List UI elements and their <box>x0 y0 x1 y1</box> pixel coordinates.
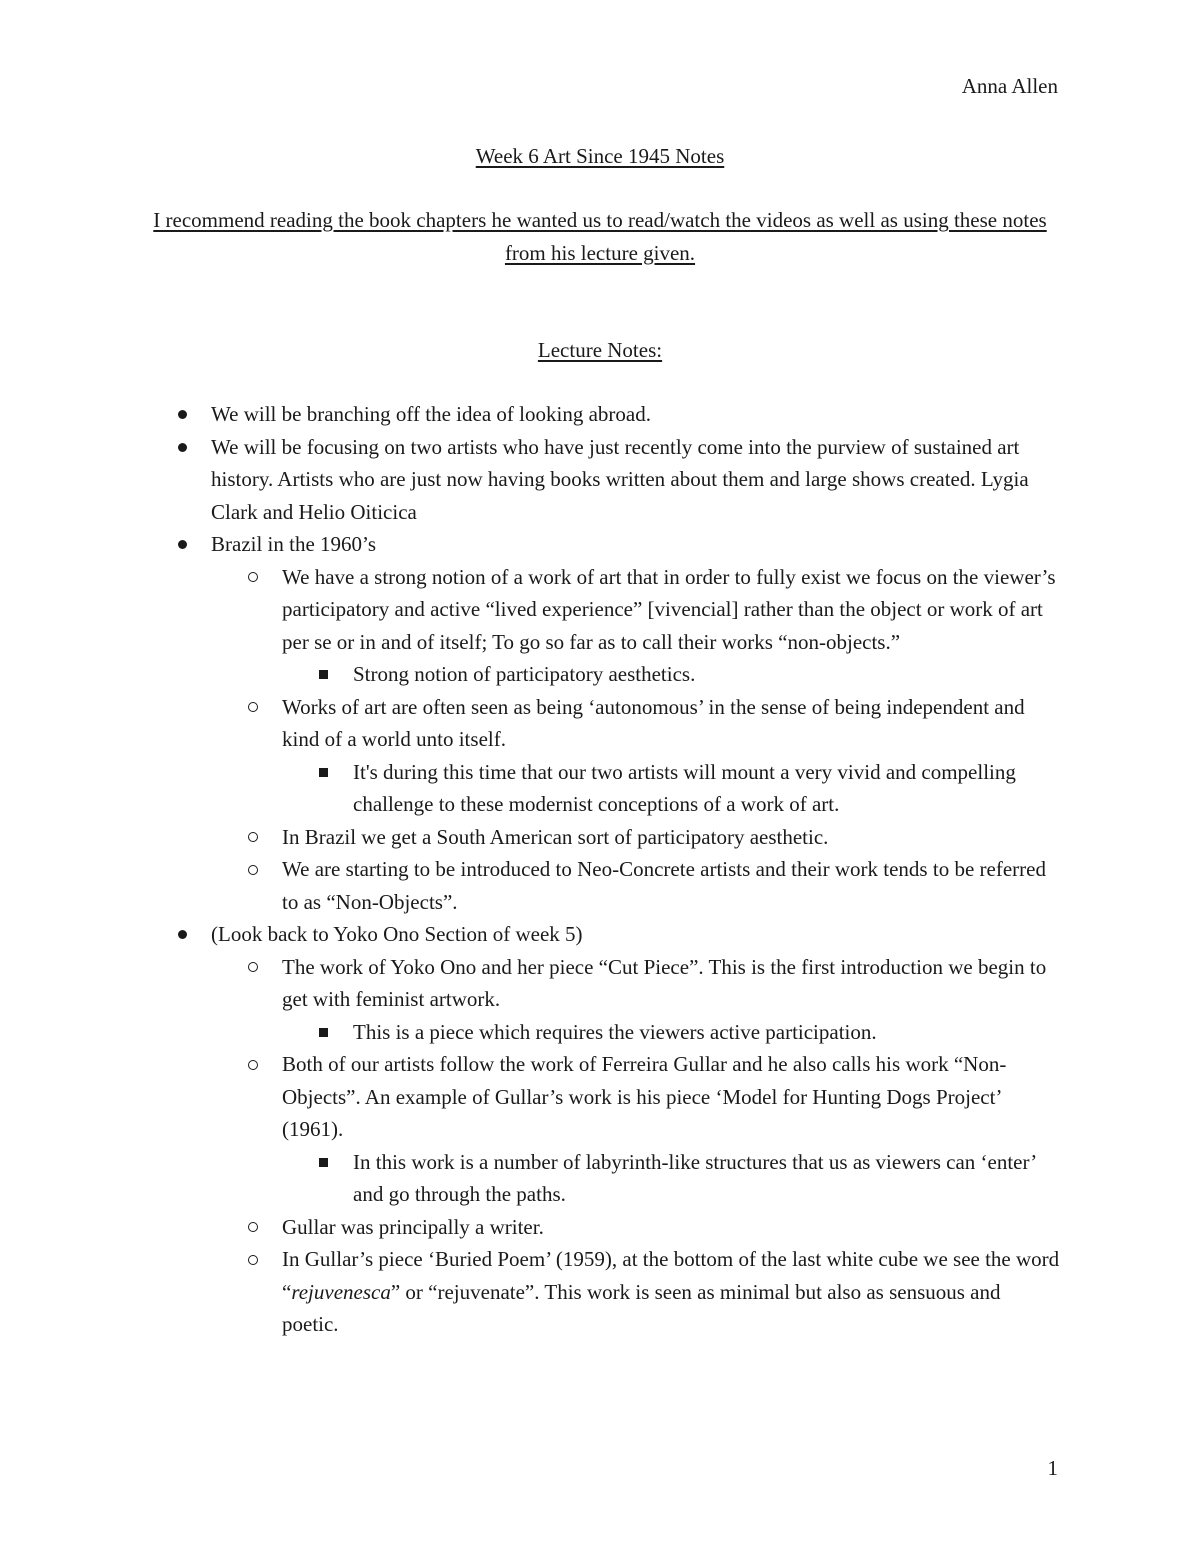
bullet-circle-icon <box>248 1211 258 1244</box>
list-item <box>0 853 1062 918</box>
list-item-text: This is a piece which requires the viewers active participation. <box>353 1019 877 1044</box>
bullet-disc-icon <box>178 918 187 951</box>
author-name: Anna Allen <box>961 74 1058 98</box>
document-title: Week 6 Art Since 1945 Notes <box>475 144 725 168</box>
list-item <box>0 1211 1062 1244</box>
list-item-text: (Look back to Yoko Ono Section of week 5) <box>211 922 583 946</box>
list-item-text: Both of our artists follow the work of Ferreira Gullar and he also calls his work “Non-Objects”. An example of Gullar’s work is his piece ‘Model for Hunting Dogs Project’ (1961). <box>282 1052 1007 1141</box>
section-title: Lecture Notes: <box>537 338 663 362</box>
list-item <box>0 918 1061 951</box>
bullet-disc-icon <box>178 431 187 464</box>
list-item <box>0 1016 1063 1049</box>
lecture-notes-list <box>0 398 1200 1341</box>
list-item <box>0 1048 1062 1146</box>
bullet-circle-icon <box>248 821 258 854</box>
bullet-square-icon <box>319 1146 328 1179</box>
bullet-circle-icon <box>248 561 258 594</box>
list-item-text: Gullar was principally a writer. <box>282 1214 544 1239</box>
list-item-text: It's during this time that our two artists will mount a very vivid and compelling challenge to these modernist conceptions of a work of art. <box>353 759 1016 816</box>
list-item <box>0 821 1062 854</box>
list-item <box>0 431 1061 529</box>
list-item <box>0 658 1063 691</box>
bullet-circle-icon <box>248 1048 258 1081</box>
list-item <box>0 528 1061 561</box>
bullet-circle-icon <box>248 1243 258 1276</box>
list-item-text: The work of Yoko Ono and her piece “Cut Piece”. This is the first introduction we begin to get with feminist artwork. <box>282 954 1047 1011</box>
recommendation-note: I recommend reading the book chapters he wanted us to read/watch the videos as well as using these notes from his lecture given. <box>153 208 1047 265</box>
bullet-square-icon <box>319 756 328 789</box>
list-item-text: We will be focusing on two artists who have just recently come into the purview of sustained art history. Artists who are just now having books written about them and large shows created. Lygia Clark and Helio Oiticica <box>211 434 1029 524</box>
list-item-text: Brazil in the 1960’s <box>211 532 377 556</box>
list-item-text: In this work is a number of labyrinth-like structures that us as viewers can ‘enter’ and go through the paths. <box>353 1149 1036 1206</box>
list-item <box>0 1146 1063 1211</box>
page-number: 1 <box>1047 1456 1058 1480</box>
list-item <box>0 561 1062 659</box>
bullet-disc-icon <box>178 398 187 431</box>
list-item <box>0 1243 1062 1341</box>
list-item <box>0 398 1061 431</box>
list-item-text: Strong notion of participatory aesthetics. <box>353 662 696 686</box>
bullet-square-icon <box>319 1016 328 1049</box>
list-item-text: In Brazil we get a South American sort of participatory aesthetic. <box>282 824 829 849</box>
list-item <box>0 756 1063 821</box>
list-item-text-start: In Gullar’s piece ‘Buried Poem’ (1959), at the bottom of the last white cube we see the word “ <box>282 1247 1060 1304</box>
bullet-circle-icon <box>248 691 258 724</box>
italic-term: rejuvenesca <box>291 1279 391 1304</box>
list-item-text: We will be branching off the idea of looking abroad. <box>211 402 651 426</box>
bullet-square-icon <box>319 658 328 691</box>
list-item-text <box>282 1243 1062 1341</box>
list-item-text: We have a strong notion of a work of art that in order to fully exist we focus on the viewer’s participatory and active “lived experience” [vivencial] rather than the object or work of art per se or in and of itself; To go so far as to call their works “non-objects.” <box>282 564 1056 654</box>
list-item-text: We are starting to be introduced to Neo-Concrete artists and their work tends to be referred to as “Non-Objects”. <box>282 857 1046 914</box>
list-item-text-end: ” or “rejuvenate”. This work is seen as minimal but also as sensuous and poetic. <box>282 1279 1001 1336</box>
bullet-circle-icon <box>248 951 258 984</box>
bullet-circle-icon <box>248 853 258 886</box>
list-item <box>0 951 1062 1016</box>
bullet-disc-icon <box>178 528 187 561</box>
list-item <box>0 691 1062 756</box>
list-item-text: Works of art are often seen as being ‘autonomous’ in the sense of being independent and kind of a world unto itself. <box>282 694 1025 751</box>
